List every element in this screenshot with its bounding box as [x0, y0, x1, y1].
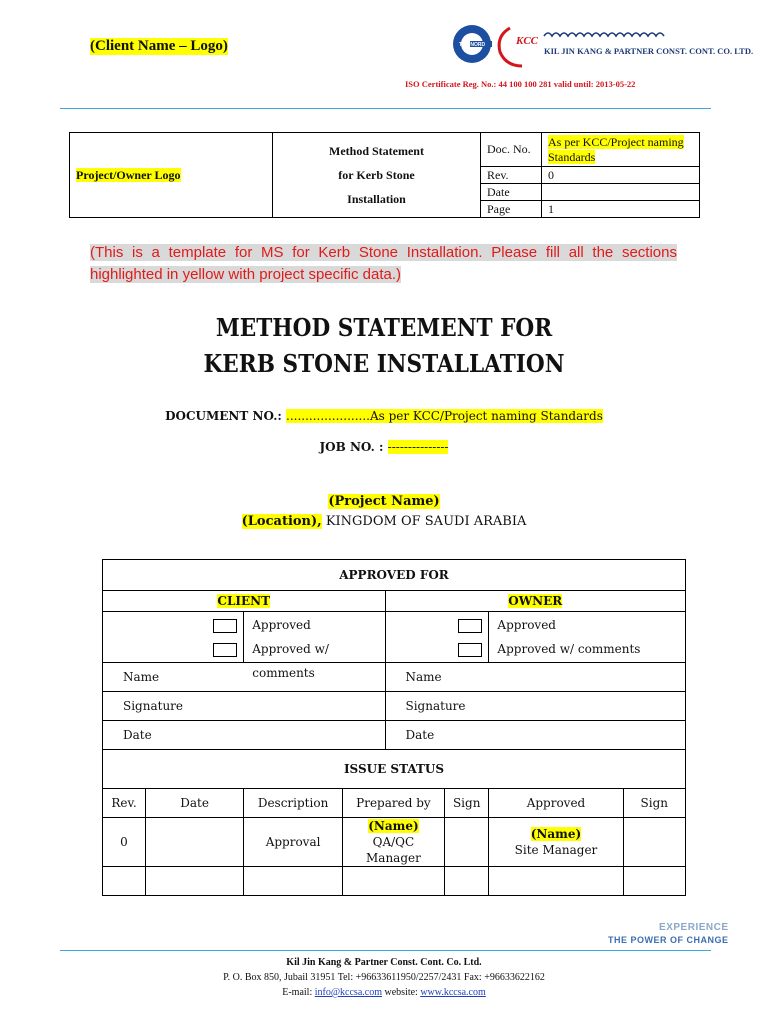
row1-description: Approval — [244, 818, 343, 867]
project-name-placeholder: (Project Name) — [328, 494, 440, 509]
title-line-3: Installation — [347, 192, 406, 206]
footer-contact — [0, 985, 768, 1000]
row2-description[interactable] — [244, 867, 343, 896]
owner-approved-with-comments-checkbox[interactable] — [458, 643, 482, 657]
job-no-value: --------------- — [387, 440, 449, 454]
main-title-line-2: KERB STONE INSTALLATION — [203, 349, 565, 378]
client-date-field[interactable]: Date — [103, 721, 386, 750]
owner-name-field[interactable]: Name — [385, 663, 686, 692]
job-number-line — [0, 440, 768, 454]
doc-no-value-text: As per KCC/Project naming Standards — [548, 134, 684, 164]
rev-value: 0 — [542, 167, 700, 184]
location-line — [0, 514, 768, 529]
row1-sign-2[interactable] — [623, 818, 685, 867]
col-sign-1: Sign — [444, 789, 488, 818]
row1-date[interactable] — [145, 818, 243, 867]
approved-for-heading: APPROVED FOR — [103, 560, 686, 591]
document-no-label: DOCUMENT NO.: — [165, 409, 282, 423]
row2-prepared-by[interactable] — [342, 867, 444, 896]
issue-status-heading: ISSUE STATUS — [103, 750, 686, 789]
owner-date-field[interactable]: Date — [385, 721, 686, 750]
row2-approved[interactable] — [489, 867, 623, 896]
date-label: Date — [481, 184, 542, 201]
approval-table — [102, 559, 686, 896]
main-document-title — [38, 310, 729, 382]
owner-options — [489, 612, 686, 663]
owner-approved-label: Approved — [497, 618, 556, 632]
date-value — [542, 184, 700, 201]
document-no-value: ......................As per KCC/Project naming Standards — [286, 409, 603, 423]
project-owner-logo-cell — [70, 133, 273, 218]
website-label: website: — [384, 987, 418, 998]
prepared-by-name: (Name) — [368, 819, 419, 833]
row2-date[interactable] — [145, 867, 243, 896]
main-title-line-1: METHOD STATEMENT FOR — [215, 313, 553, 342]
row1-approved — [489, 818, 623, 867]
client-signature-field[interactable]: Signature — [103, 692, 386, 721]
project-owner-logo-placeholder: Project/Owner Logo — [76, 167, 181, 182]
template-instructions-note — [90, 242, 677, 286]
client-approved-label: Approved — [252, 618, 311, 632]
approved-by-role: Site Manager — [514, 843, 598, 857]
col-description: Description — [244, 789, 343, 818]
job-no-label: JOB NO. : — [319, 440, 384, 454]
col-rev: Rev. — [103, 789, 146, 818]
country-text: KINGDOM OF SAUDI ARABIA — [325, 514, 527, 529]
experience-tagline — [608, 922, 729, 946]
page-value: 1 — [542, 201, 700, 218]
company-logo-text: KIL JIN KANG & PARTNER CONST. CONT. CO. LTD. — [544, 46, 754, 56]
row1-sign-1[interactable] — [444, 818, 488, 867]
iso-certificate-text: ISO Certificate Reg. No.: 44 100 100 281 valid until: 2013-05-22 — [405, 79, 636, 89]
footer — [0, 955, 768, 1000]
kcc-badge-text: KCC — [516, 35, 539, 47]
row1-prepared-by — [342, 818, 444, 867]
owner-checkboxes — [385, 612, 489, 663]
client-logo-placeholder: (Client Name – Logo) — [90, 38, 228, 54]
experience-line-1: EXPERIENCE — [659, 922, 729, 933]
footer-company: Kil Jin Kang & Partner Const. Cont. Co. Ltd. — [286, 957, 482, 968]
title-line-1: Method Statement — [329, 144, 424, 158]
row2-sign-2[interactable] — [623, 867, 685, 896]
owner-approved-with-comments-label: Approved w/ comments — [497, 642, 641, 656]
owner-heading — [385, 591, 686, 612]
col-sign-2: Sign — [623, 789, 685, 818]
email-label: E-mail: — [282, 987, 313, 998]
rev-label: Rev. — [481, 167, 542, 184]
document-number-line — [0, 409, 768, 423]
kcc-company-logo — [452, 22, 754, 76]
page-label: Page — [481, 201, 542, 218]
doc-no-value — [542, 133, 700, 167]
experience-line-2: THE POWER OF CHANGE — [608, 935, 729, 945]
client-options — [244, 612, 385, 680]
prepared-by-role: QA/QC Manager — [366, 835, 421, 865]
row1-rev: 0 — [103, 818, 146, 867]
client-approved-with-comments-checkbox[interactable] — [213, 643, 237, 657]
client-heading — [103, 591, 386, 612]
owner-heading-text: OWNER — [508, 594, 563, 608]
row2-sign-1[interactable] — [444, 867, 488, 896]
website-link[interactable]: www.kccsa.com — [420, 987, 486, 998]
col-approved: Approved — [489, 789, 623, 818]
project-name-line — [0, 494, 768, 509]
template-note-text: (This is a template for MS for Kerb Stone Installation. Please fill all the sections highlighted in yellow with project specific data.) — [90, 244, 677, 283]
tuv-badge-text: TÜV NORD — [458, 42, 486, 48]
footer-address: P. O. Box 850, Jubail 31951 Tel: +96633611950/2257/2431 Fax: +96633622162 — [223, 972, 545, 983]
col-prepared-by: Prepared by — [342, 789, 444, 818]
owner-approved-checkbox[interactable] — [458, 619, 482, 633]
col-date: Date — [145, 789, 243, 818]
email-link[interactable]: info@kccsa.com — [314, 987, 382, 998]
footer-divider — [60, 950, 711, 951]
client-approved-with-comments-label: Approved w/ comments — [252, 642, 329, 680]
client-checkboxes — [103, 612, 244, 663]
row2-rev[interactable] — [103, 867, 146, 896]
client-name-field[interactable]: Name — [103, 663, 386, 692]
client-approved-checkbox[interactable] — [213, 619, 237, 633]
approved-by-name: (Name) — [530, 827, 582, 841]
client-heading-text: CLIENT — [217, 594, 271, 608]
owner-signature-field[interactable]: Signature — [385, 692, 686, 721]
method-statement-title — [273, 133, 481, 218]
location-placeholder: (Location), — [241, 514, 322, 529]
title-line-2: for Kerb Stone — [338, 168, 415, 182]
document-header-table — [69, 132, 700, 218]
doc-no-label: Doc. No. — [481, 133, 542, 167]
header-divider — [60, 108, 711, 109]
